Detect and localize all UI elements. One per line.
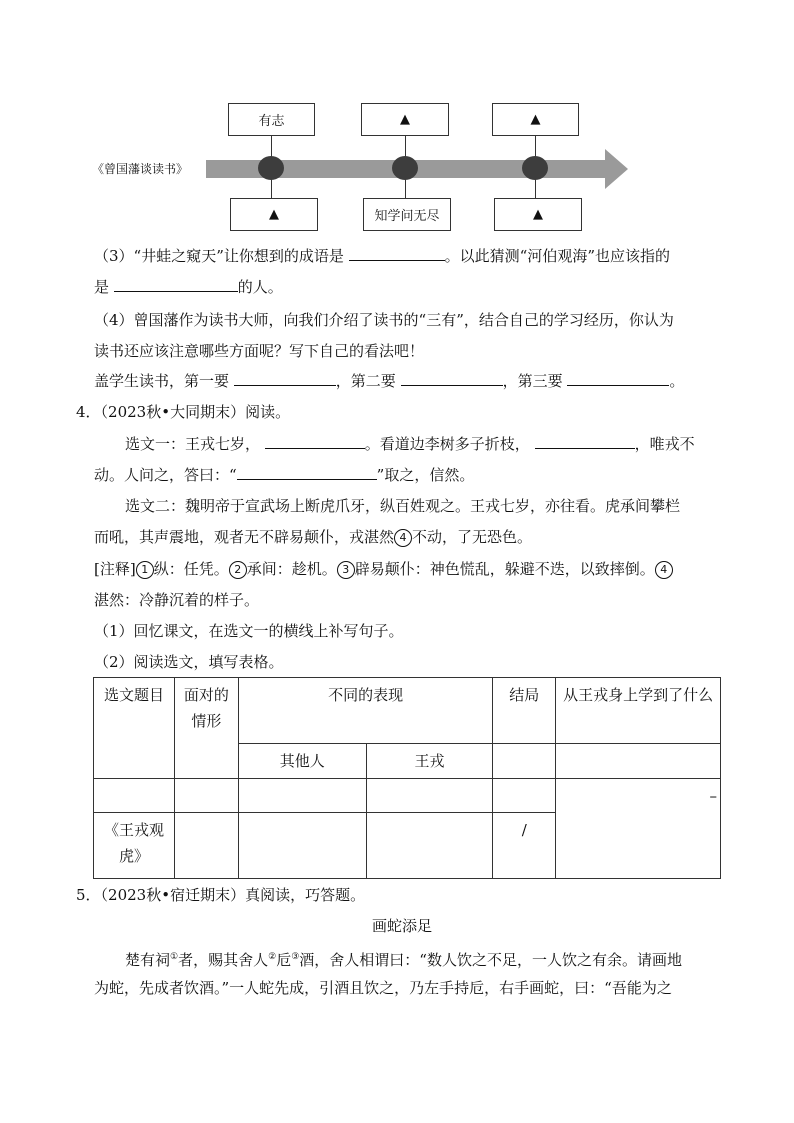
answer-blank[interactable] [535,434,635,449]
header-situation: 面对的情形 [174,678,238,779]
sub-header-others: 其他人 [238,744,366,779]
answer-blank[interactable] [401,371,503,386]
q4-sub2: （2）阅读选文，填写表格。 [94,653,284,671]
q5-title: 画蛇添足 [372,917,433,935]
passage1-line1: 选文一：王戎七岁， 。看道边李树多子折枝， ，唯戎不 [125,435,695,453]
table-cell[interactable] [366,813,493,879]
table-row [94,779,721,813]
answer-blank[interactable] [349,246,445,261]
timeline-node-3 [522,156,548,180]
table-cell[interactable] [238,813,366,879]
q4-sub-line3: 盖学生读书，第一要 ，第二要 ，第三要 。 [94,372,685,390]
answer-blank[interactable] [265,434,365,449]
header-difference: 不同的表现 [238,678,493,744]
bottom-box-2: 知学问无尽 [363,198,451,231]
answer-blank[interactable] [234,371,336,386]
q3-line1: （3）“井蛙之窥天”让你想到的成语是 。以此猜测“河伯观海”也应该指的 [94,247,671,265]
q4-sub1: （1）回忆课文，在选文一的横线上补写句子。 [94,622,404,640]
q5-line2: 为蛇，先成者饮酒。”一人蛇先成，引酒且饮之，乃左手持卮，右手画蛇，曰：“吾能为之 [94,979,672,997]
top-box-1: 有志 [228,103,315,136]
q4-header: 4．（2023秋•大同期末）阅读。 [76,403,291,421]
answer-blank[interactable] [567,371,669,386]
table-cell[interactable] [493,744,556,779]
q4-sub-line2: 读书还应该注意哪些方面呢？写下自己的看法吧！ [94,342,425,360]
passage2-line1: 选文二：魏明帝于宣武场上断虎爪牙，纵百姓观之。王戎七岁，亦往看。虎承间攀栏 [125,497,681,515]
header-title: 选文题目 [94,678,175,779]
q4-sub-line1: （4）曾国藩作为读书大师，向我们介绍了读书的“三有”，结合自己的学习经历，你认为 [94,311,674,329]
table-cell[interactable] [238,779,366,813]
table-row [94,678,721,744]
sub-header-wang: 王戎 [366,744,493,779]
result-cell: / [493,813,556,879]
passage2-line2: 而吼，其声震地，观者无不辟易颠仆，戎湛然 4 不动，了无恐色。 [94,528,533,546]
bottom-box-1: ▲ [230,198,318,231]
q3-line2: 是 的人。 [94,278,283,296]
table-cell[interactable] [556,744,721,779]
q5-header: 5．（2023秋•宿迁期末）真阅读，巧答题。 [76,886,366,904]
notes-line1: [注释] 1 纵：任凭。 2 承间：趁机。 3 辟易颠仆：神色慌乱，躲避不迭，以致摔倒。 4 [94,559,673,579]
diagram-label: 《曾国藩谈读书》 [92,162,189,176]
table-cell[interactable] [174,813,238,879]
timeline-node-1 [258,156,284,180]
header-result: 结局 [493,678,556,744]
notes-line2: 湛然：冷静沉着的样子。 [94,591,260,609]
passage1-line2: 动。人问之，答曰：“ ”取之，信然。 [94,466,475,484]
header-learn: 从王戎身上学到了什么 [556,678,721,744]
bottom-box-3: ▲ [494,198,582,231]
learn-answer-cell[interactable]: – [556,779,721,879]
answer-blank[interactable] [114,277,238,292]
answer-blank[interactable] [237,465,377,480]
table-cell[interactable] [493,779,556,813]
top-box-2: ▲ [361,103,449,136]
table-cell[interactable] [174,779,238,813]
table-cell[interactable] [366,779,493,813]
table-cell[interactable] [94,779,175,813]
q5-line1: 楚有祠①者，赐其舍人②卮③酒，舍人相谓曰：“数人饮之不足，一人饮之有余。请画地 [125,951,682,969]
row-title-cell: 《王戎观虎》 [94,813,175,879]
top-box-3: ▲ [492,103,579,136]
timeline-node-2 [392,156,418,180]
answer-table [93,677,721,879]
